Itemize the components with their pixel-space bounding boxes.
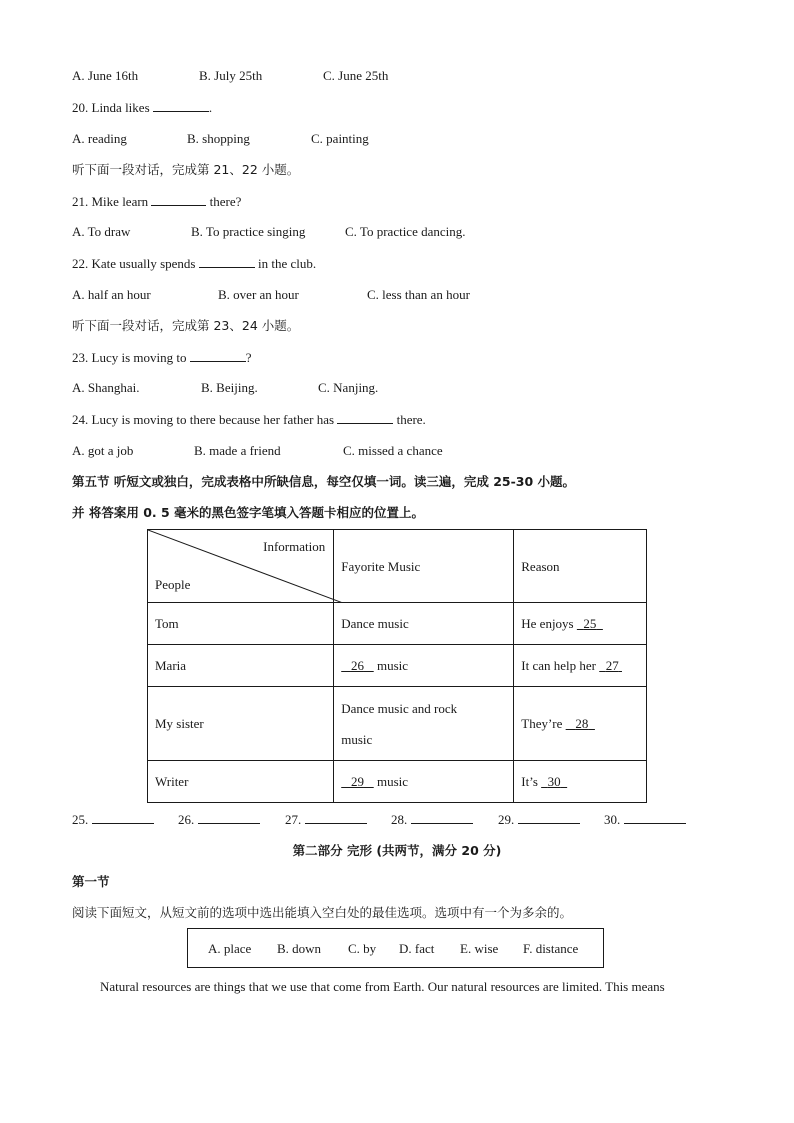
reason-text: They’re	[521, 716, 566, 731]
table-row	[148, 687, 647, 761]
q21-option-b: B. To practice singing	[191, 224, 306, 239]
answer-blank-30	[604, 810, 686, 829]
q20-option-c: C. painting	[311, 131, 369, 146]
blank-27	[599, 658, 622, 673]
answer-number: 29.	[498, 812, 515, 827]
q19-option-a: A. June 16th	[72, 68, 139, 83]
part-2-title: 第二部分 完形 (共两节，满分 20 分)	[292, 843, 502, 858]
q21-option-a: A. To draw	[72, 224, 131, 239]
answer-blank	[199, 254, 255, 268]
reason-text: It’s	[521, 774, 542, 789]
header-reason: Reason	[514, 530, 647, 603]
answer-number: 27.	[285, 812, 302, 827]
music-text-line2: music	[341, 731, 373, 747]
answer-blank-27	[285, 810, 367, 829]
q19-option-b: B. July 25th	[199, 68, 263, 83]
header-favorite-music: Fayorite Music	[334, 530, 514, 603]
table-row	[148, 645, 647, 687]
question-22-text: 22. Kate usually spends	[72, 256, 199, 271]
answer-number: 26.	[178, 812, 195, 827]
music-text-line1: Dance music and rock	[341, 700, 458, 716]
answer-blank	[337, 410, 393, 424]
answer-number: 28.	[391, 812, 408, 827]
reason-text: It can help her	[521, 658, 600, 673]
music-text: music	[373, 774, 409, 789]
question-20-text: 20. Linda likes	[72, 100, 153, 115]
question-24-text: 24. Lucy is moving to there because her father has	[72, 412, 338, 427]
q22-option-b: B. over an hour	[218, 287, 299, 302]
blank-28	[566, 716, 595, 731]
table-header-row	[148, 530, 647, 603]
q20-option-a: A. reading	[72, 131, 127, 146]
question-22	[72, 254, 316, 273]
table-row	[148, 603, 647, 645]
blank-number: 27	[605, 658, 619, 673]
answer-blank-25	[72, 810, 154, 829]
question-20	[72, 98, 212, 117]
word-option-d: D. fact	[399, 941, 435, 956]
blank-number: 26	[350, 658, 364, 673]
blank-29	[341, 774, 374, 789]
reason-cell	[514, 761, 647, 803]
answer-blank-26	[178, 810, 260, 829]
question-24-end: there.	[393, 412, 426, 427]
q24-option-c: C. missed a chance	[343, 443, 443, 458]
answer-blank	[624, 810, 686, 824]
dialog-instruction-21-22: 听下面一段对话，完成第 21、22 小题。	[72, 162, 300, 177]
answer-blank	[305, 810, 367, 824]
answer-number: 25.	[72, 812, 89, 827]
music-cell	[334, 687, 514, 761]
question-22-end: in the club.	[254, 256, 317, 271]
music-cell	[334, 761, 514, 803]
blank-25	[577, 616, 603, 631]
q21-option-c: C. To practice dancing.	[345, 224, 466, 239]
reason-cell	[514, 603, 647, 645]
answer-blank	[518, 810, 580, 824]
question-24	[72, 410, 426, 429]
word-options-box	[187, 928, 604, 968]
music-text: music	[373, 658, 409, 673]
header-information: Information	[263, 539, 326, 554]
question-23	[72, 348, 252, 367]
part-2-instruction: 阅读下面短文，从短文前的选项中选出能填入空白处的最佳选项。选项中有一个为多余的。	[72, 905, 573, 920]
q22-option-a: A. half an hour	[72, 287, 151, 302]
answer-blank	[190, 348, 246, 362]
question-21	[72, 192, 241, 211]
music-cell	[334, 645, 514, 687]
people-cell: Maria	[148, 645, 334, 687]
reason-cell	[514, 687, 647, 761]
blank-30	[541, 774, 567, 789]
q24-option-b: B. made a friend	[194, 443, 281, 458]
q20-option-b: B. shopping	[187, 131, 250, 146]
header-people: People	[155, 577, 191, 592]
q23-option-a: A. Shanghai.	[72, 380, 140, 395]
word-option-b: B. down	[277, 941, 322, 956]
q24-option-a: A. got a job	[72, 443, 134, 458]
word-option-c: C. by	[348, 941, 377, 956]
q19-option-c: C. June 25th	[323, 68, 389, 83]
question-23-text: 23. Lucy is moving to	[72, 350, 190, 365]
q23-option-c: C. Nanjing.	[318, 380, 379, 395]
q22-option-c: C. less than an hour	[367, 287, 470, 302]
blank-number: 25	[583, 616, 597, 631]
blank-number: 29	[350, 774, 364, 789]
answer-blank	[198, 810, 260, 824]
answer-blank-28	[391, 810, 473, 829]
passage-first-line: Natural resources are things that we use that come from Earth. Our natural resources are limited. This means	[100, 979, 665, 994]
people-cell: My sister	[148, 687, 334, 761]
section-5-instruction-cont: 并 将答案用 0. 5 毫米的黑色签字笔填入答题卡相应的位置上。	[72, 505, 425, 520]
answer-number: 30.	[604, 812, 621, 827]
question-20-end: .	[208, 100, 213, 115]
q23-option-b: B. Beijing.	[201, 380, 258, 395]
music-info-table	[147, 529, 647, 803]
word-option-f: F. distance	[523, 941, 579, 956]
reason-text: He enjoys	[521, 616, 577, 631]
question-21-text: 21. Mike learn	[72, 194, 152, 209]
part-2-section-1-heading: 第一节	[72, 874, 110, 889]
question-21-end: there?	[206, 194, 242, 209]
word-option-a: A. place	[208, 941, 252, 956]
answer-blank	[411, 810, 473, 824]
reason-cell	[514, 645, 647, 687]
answer-blank	[153, 98, 209, 112]
section-5-instruction: 第五节 听短文或独白，完成表格中所缺信息，每空仅填一词。读三遍，完成 25-30 小题。	[72, 474, 576, 489]
blank-number: 30	[547, 774, 561, 789]
answer-blank-29	[498, 810, 580, 829]
answer-blank	[151, 192, 206, 206]
word-option-e: E. wise	[460, 941, 499, 956]
blank-number: 28	[575, 716, 589, 731]
music-cell: Dance music	[334, 603, 514, 645]
people-cell: Tom	[148, 603, 334, 645]
dialog-instruction-23-24: 听下面一段对话，完成第 23、24 小题。	[72, 318, 300, 333]
blank-26	[341, 658, 374, 673]
diagonal-header-cell	[148, 530, 334, 603]
answer-blank	[92, 810, 154, 824]
table-row	[148, 761, 647, 803]
question-23-end: ?	[245, 350, 252, 365]
people-cell: Writer	[148, 761, 334, 803]
